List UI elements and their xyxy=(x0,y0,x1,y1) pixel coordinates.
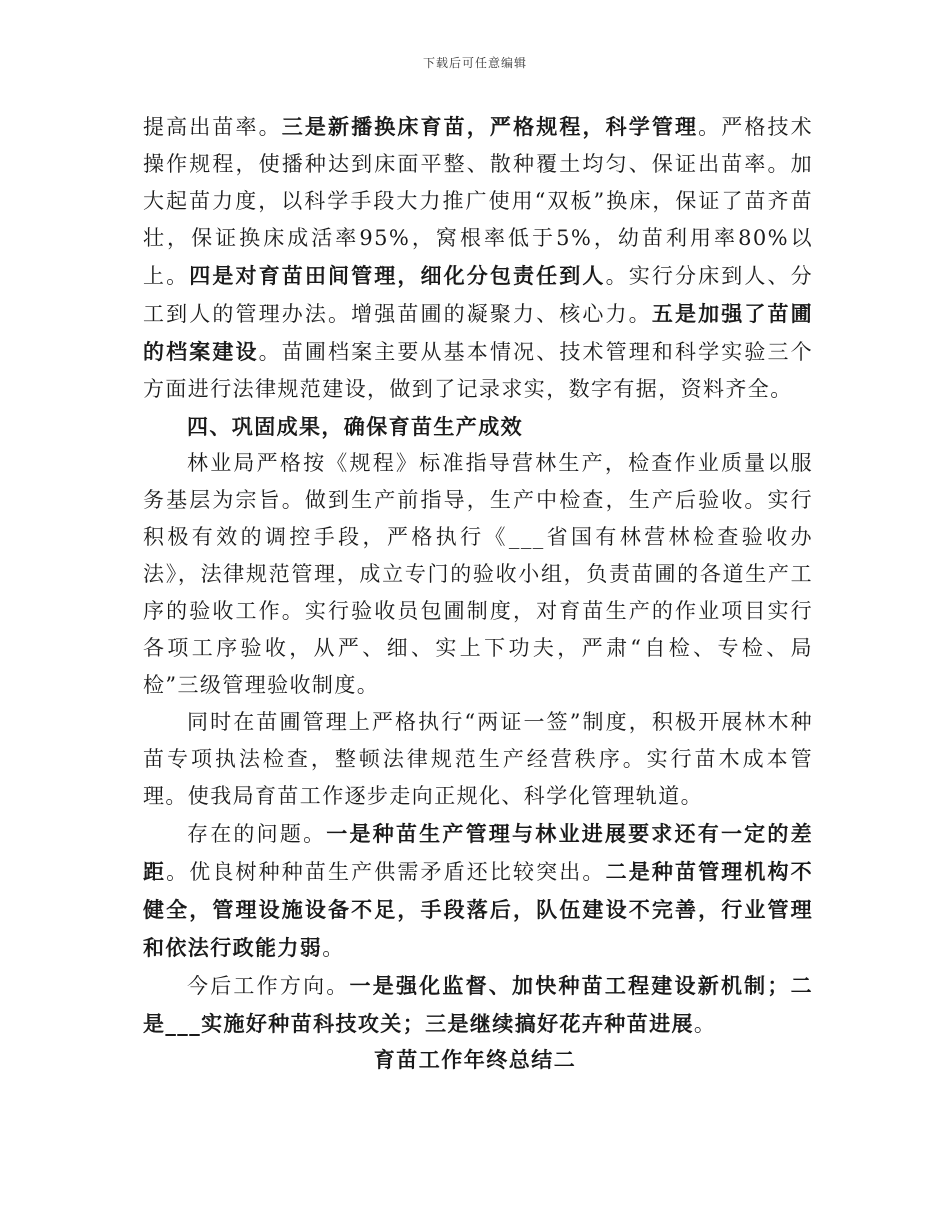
paragraph-5 xyxy=(143,967,813,1043)
paragraph-1-text-d: 。苗圃档案主要从基本情况、技术管理和科学实验三个方面进行法律规范建设，做到了记录求实，数字有据，资料齐全。 xyxy=(143,340,814,401)
paragraph-1-bold-b: 四是对育苗田间管理，细化分包责任到人 xyxy=(189,263,606,288)
paragraph-1-bold-a: 三是新播换床育苗，严格规程，科学管理 xyxy=(281,114,699,139)
paragraph-4-bold-a: 一是种苗生产管理与林业进展要求还有一定的差距 xyxy=(143,821,813,884)
paragraph-4-text-c: 。 xyxy=(322,936,345,960)
paragraph-1-bold-c: 五是加强了苗圃的档案建设 xyxy=(143,301,813,364)
paragraph-5-text-a: 今后工作方向。 xyxy=(187,974,350,998)
page-header: 下载后可任意编辑 xyxy=(422,56,527,70)
paragraph-5-text-b: 。 xyxy=(693,1012,717,1036)
section-title: 育苗工作年终总结二 xyxy=(373,1047,577,1072)
paragraph-4-text-b: 。优良树种种苗生产供需矛盾还比较突出。 xyxy=(166,860,606,884)
paragraph-3: 同时在苗圃管理上严格执行“两证一签”制度，积极开展林木种苗专项执法检查，整顿法律规范生产经营秩序。实行苗木成本管理。使我局育苗工作逐步走向正规化、科学化管理轨道。 xyxy=(143,710,813,808)
paragraph-1 xyxy=(143,108,813,408)
document-body xyxy=(143,108,813,1043)
paragraph-1-text-b: 。严格技术操作规程，使播种达到床面平整、散种覆土均匀、保证出苗率。加大起苗力度，以科学手段大力推广使用“双板”换床，保证了苗齐苗壮，保证换床成活率95%，窝根率低于5%，幼苗利用率80%以上。 xyxy=(143,115,814,288)
paragraph-2: 林业局严格按《规程》标准指导营林生产，检查作业质量以服务基层为宗旨。做到生产前指导，生产中检查，生产后验收。实行积极有效的调控手段，严格执行《___省国有林营林检查验收办法》，法律规范管理，成立专门的验收小组，负责苗圃的各道生产工序的验收工作。实行验收员包圃制度，对育苗生产的作业项目实行各项工序验收，从严、细、实上下功夫，严肃“自检、专检、局检”三级管理验收制度。 xyxy=(143,451,813,697)
paragraph-1-text-a: 提高出苗率。 xyxy=(143,115,282,139)
paragraph-4-text-a: 存在的问题。 xyxy=(187,822,327,846)
paragraph-1-text-c: 。实行分床到人、分工到人的管理办法。增强苗圃的凝聚力、核心力。 xyxy=(143,264,813,326)
section-heading-4: 四、巩固成果，确保育苗生产成效 xyxy=(187,414,523,439)
paragraph-4 xyxy=(143,815,813,967)
paragraph-5-bold-a: 一是强化监督、加快种苗工程建设新机制；二是___实施好种苗科技攻关；三是继续搞好花卉种苗进展 xyxy=(143,973,813,1036)
paragraph-4-bold-b: 二是种苗管理机构不健全，管理设施设备不足，手段落后，队伍建设不完善，行业管理和依法行政能力弱 xyxy=(143,859,813,960)
